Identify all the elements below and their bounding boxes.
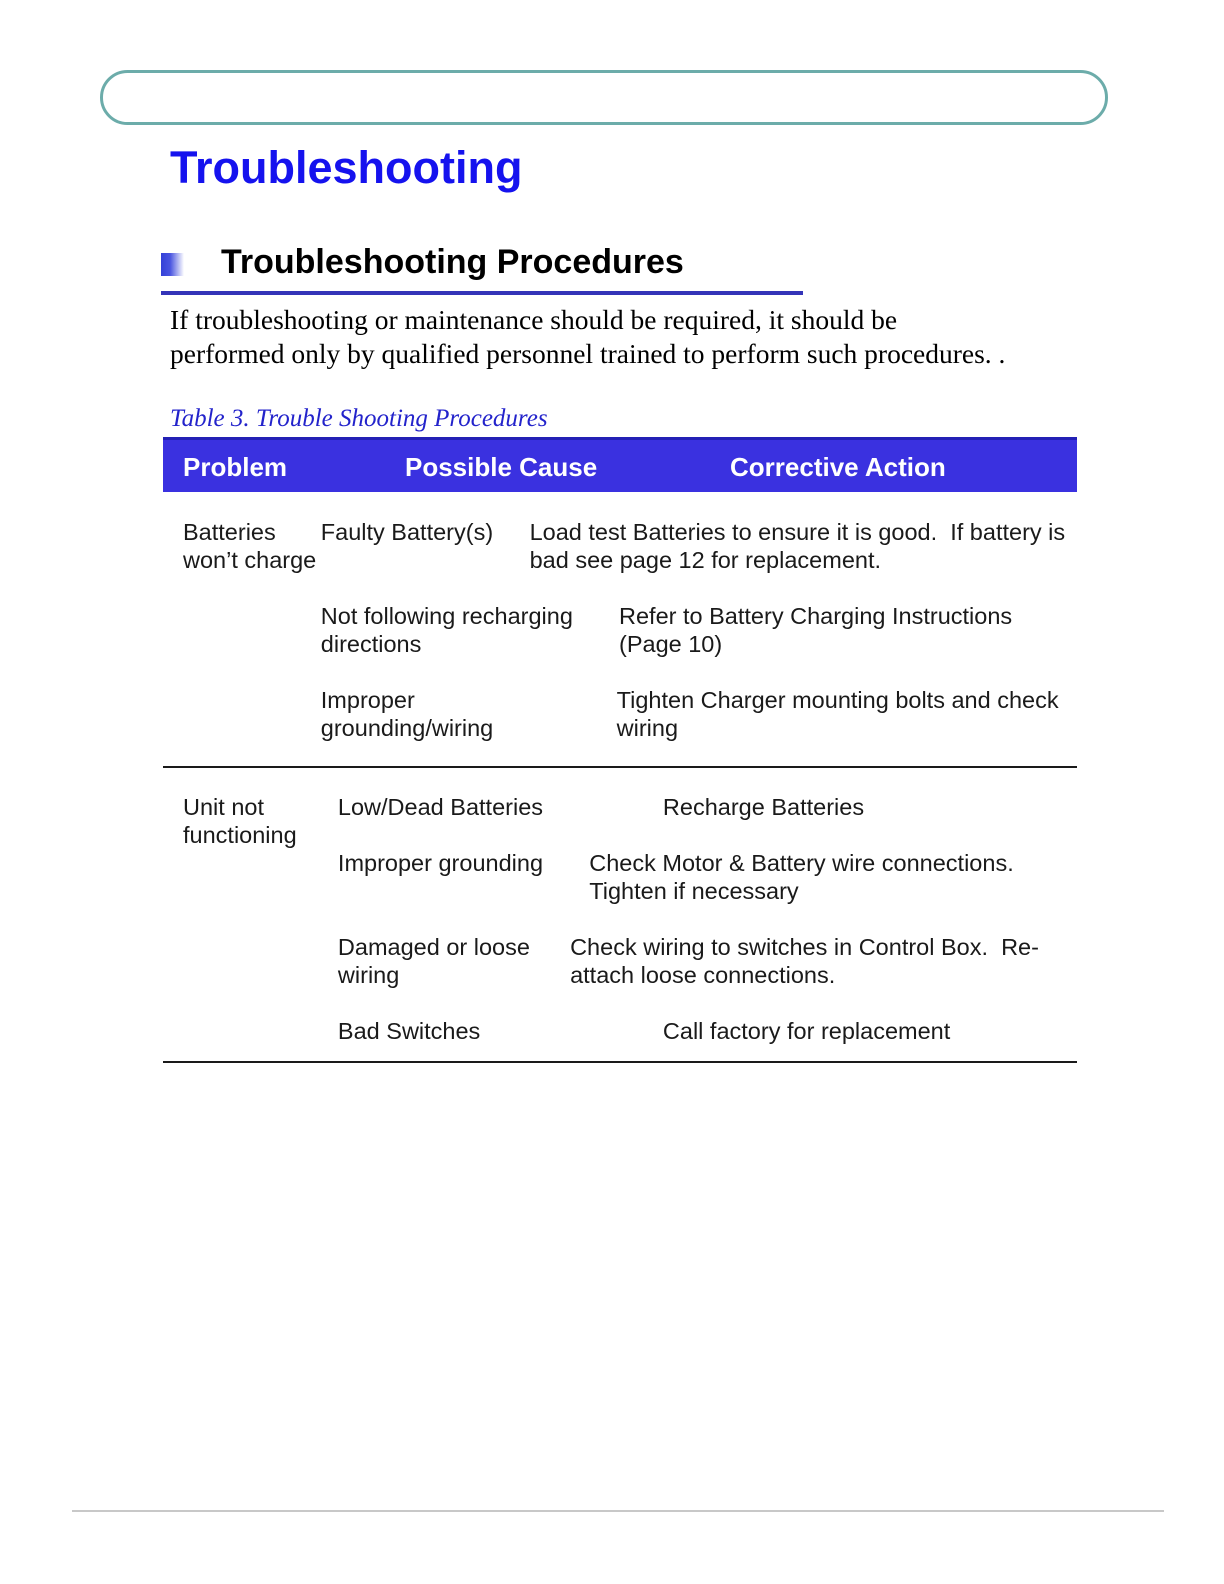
group-rows: [321, 518, 1077, 742]
intro-paragraph: If troubleshooting or maintenance should be required, it should be performed only by qualified personnel trained to perform such procedures. .: [170, 304, 1006, 369]
column-header-corrective-action: Corrective Action: [730, 451, 946, 482]
action-cell: Load test Batteries to ensure it is good. If battery is bad see page 12 for replacement.: [529, 519, 1072, 573]
cause-cell: Low/Dead Batteries: [337, 794, 544, 820]
table-group-batteries-wont-charge: [163, 492, 1077, 766]
cause-cell: Improper grounding: [337, 850, 544, 876]
table-divider: [163, 1061, 1077, 1063]
gradient-square-bullet-icon: [161, 253, 184, 276]
footer-divider: [72, 1510, 1164, 1512]
table-row: [321, 686, 1077, 742]
action-cell: Check wiring to switches in Control Box. Re-attach loose connections.: [570, 934, 1039, 988]
cause-cell: Improper grounding/wiring: [320, 687, 494, 741]
action-cell: Refer to Battery Charging Instructions (Page 10): [619, 603, 1019, 657]
table-row: [338, 933, 1077, 989]
action-cell: Tighten Charger mounting bolts and check wiring: [616, 687, 1066, 741]
problem-cell: Unit not functioning: [183, 794, 297, 848]
table-row: [321, 518, 1077, 574]
cause-cell: Faulty Battery(s): [320, 519, 494, 545]
table-row: [338, 849, 1077, 905]
group-rows: [338, 793, 1077, 1045]
table-group-unit-not-functioning: [163, 768, 1077, 1061]
header-box: [100, 70, 1108, 125]
table-caption: Table 3. Trouble Shooting Procedures: [170, 405, 548, 432]
page-title: Troubleshooting: [170, 142, 523, 193]
action-cell: Recharge Batteries: [662, 794, 865, 820]
action-cell: Call factory for replacement: [662, 1018, 951, 1044]
table-header-row: [163, 437, 1077, 492]
cause-cell: Not following recharging directions: [320, 603, 580, 657]
table-row: [338, 1017, 1077, 1045]
troubleshooting-table: [163, 437, 1077, 1063]
cause-cell: Damaged or loose wiring: [337, 934, 537, 988]
action-cell: Check Motor & Battery wire connections. Tighten if necessary: [589, 850, 1027, 904]
cause-cell: Bad Switches: [337, 1018, 481, 1044]
section-title: Troubleshooting Procedures: [221, 243, 684, 281]
problem-cell: Batteries won’t charge: [183, 519, 317, 573]
column-header-problem: Problem: [183, 451, 288, 482]
column-header-possible-cause: Possible Cause: [405, 451, 598, 482]
table-row: [321, 602, 1077, 658]
table-row: [338, 793, 1077, 821]
section-heading: [161, 244, 803, 295]
